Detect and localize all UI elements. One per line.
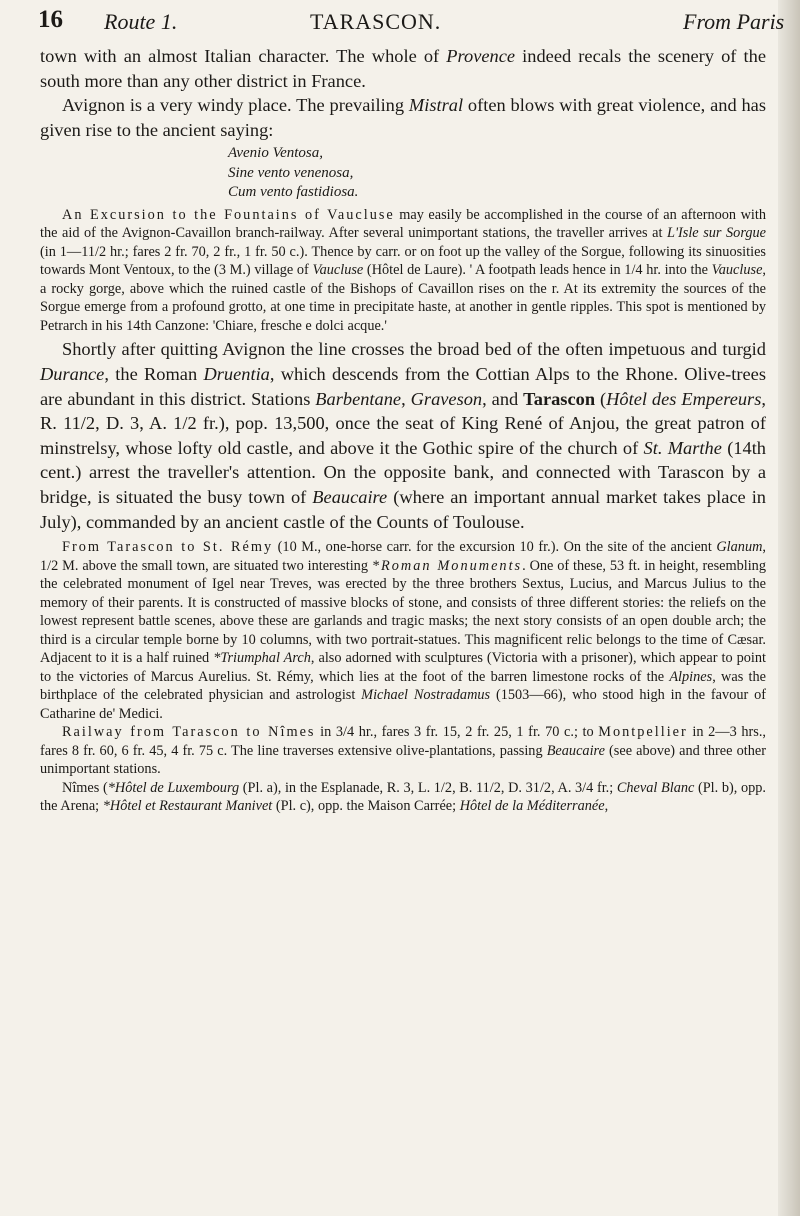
verse-line: Sine vento venenosa, <box>228 164 354 181</box>
page-title: TARASCON. <box>310 9 442 34</box>
paragraph-mistral: Avignon is a very windy place. The prevailing Mistral often blows with great violence, and has given rise to the ancient saying: <box>40 95 766 140</box>
route-label: Route 1. <box>104 9 178 34</box>
latin-verse <box>228 144 766 203</box>
paragraph-st-remy: From Tarascon to St. Rémy (10 M., one-horse carr. for the excursion 10 fr.). On the site of the ancient Glanum, 1/2 M. above the small town, are situated two interesting *Roman Monuments. One of these, 53 ft. in height, resembling the celebrated monument of Igel near Treves, was erected by the three brothers Sextus, Lucius, and Marcus Julius to the memory of their parents. It is constructed of massive blocks of stone, and consists of three different stories: the reliefs on the lowest represent battle scenes, above these are garlands and tragic masks; the next story consists of an open double arch; the third is a circular temple borne by 10 columns, with two portrait-statues. This magnificent relic belongs to the time of Cæsar. Adjacent to it is a half ruined *Triumphal Arch, also adorned with sculptures (Victoria with a prisoner), which appear to point to the victories of Marcus Aurelius. St. Rémy, which lies at the foot of the barren limestone rocks of the Alpines, was the birthplace of the celebrated physician and astrologist Michael Nostradamus (1503—66), who stood high in the favour of Catharine de' Medici. <box>40 539 766 722</box>
body-text <box>40 44 766 816</box>
paragraph-provence: town with an almost Italian character. The whole of Provence indeed recals the scenery of the south more than any other district in France. <box>40 46 767 91</box>
from-label: From Paris <box>683 9 785 34</box>
page-number: 16 <box>38 6 63 33</box>
running-header <box>38 6 785 40</box>
page-binding-edge <box>778 0 800 1216</box>
verse-line: Avenio Ventosa, <box>228 145 323 162</box>
paragraph-tarascon: Shortly after quitting Avignon the line crosses the broad bed of the often impetuous and turgid Durance, the Roman Druentia, which descends from the Cottian Alps to the Rhone. Olive-trees are abundant in this district. Stations Barbentane, Graveson, and Tarascon (Hôtel des Empereurs, R. 11/2, D. 3, A. 1/2 fr.), pop. 13,500, once the seat of King René of Anjou, the great patron of minstrelsy, whose lofty old castle, and above it the Gothic spire of the church of St. Marthe (14th cent.) arrest the traveller's attention. On the opposite bank, and connected with Tarascon by a bridge, is situated the busy town of Beaucaire (where an important annual market takes place in July), commanded by an ancient castle of the Counts of Toulouse. <box>40 339 767 532</box>
paragraph-vaucluse-excursion: An Excursion to the Fountains of Vaucluse may easily be accomplished in the course of an afternoon with the aid of the Avignon-Cavaillon branch-railway. After several unimportant stations, the traveller arrives at L'Isle sur Sorgue (in 1—11/2 hr.; fares 2 fr. 70, 2 fr., 1 fr. 50 c.). Thence by carr. or on foot up the valley of the Sorgue, following its sinuosities towards Mont Ventoux, to the (3 M.) village of Vaucluse (Hôtel de Laure). ' A footpath leads hence in 1/4 hr. into the Vaucluse, a rocky gorge, above which the ruined castle of the Bishops of Cavaillon rises on the r. At its extremity the sources of the Sorgue emerge from a profound grotto, at one time in precipitate haste, at another in gentle ripples. This spot is mentioned by Petrarch in his 14th Canzone: 'Chiare, fresche e dolci acque.' <box>40 206 766 334</box>
verse-line: Cum vento fastidiosa. <box>228 184 359 201</box>
paragraph-railway: Railway from Tarascon to Nîmes in 3/4 hr., fares 3 fr. 15, 2 fr. 25, 1 fr. 70 c.; to Montpellier in 2—3 hrs., fares 8 fr. 60, 6 fr. 45, 4 fr. 75 c. The line traverses extensive olive-plantations, passing Beaucaire (see above) and three other unimportant stations. <box>40 724 766 778</box>
paragraph-nimes-hotels: Nîmes (*Hôtel de Luxembourg (Pl. a), in the Esplanade, R. 3, L. 1/2, B. 11/2, D. 31/2, A. 3/4 fr.; Cheval Blanc (Pl. b), opp. the Arena; *Hôtel et Restaurant Manivet (Pl. c), opp. the Maison Carrée; Hôtel de la Méditerranée, <box>40 779 766 815</box>
